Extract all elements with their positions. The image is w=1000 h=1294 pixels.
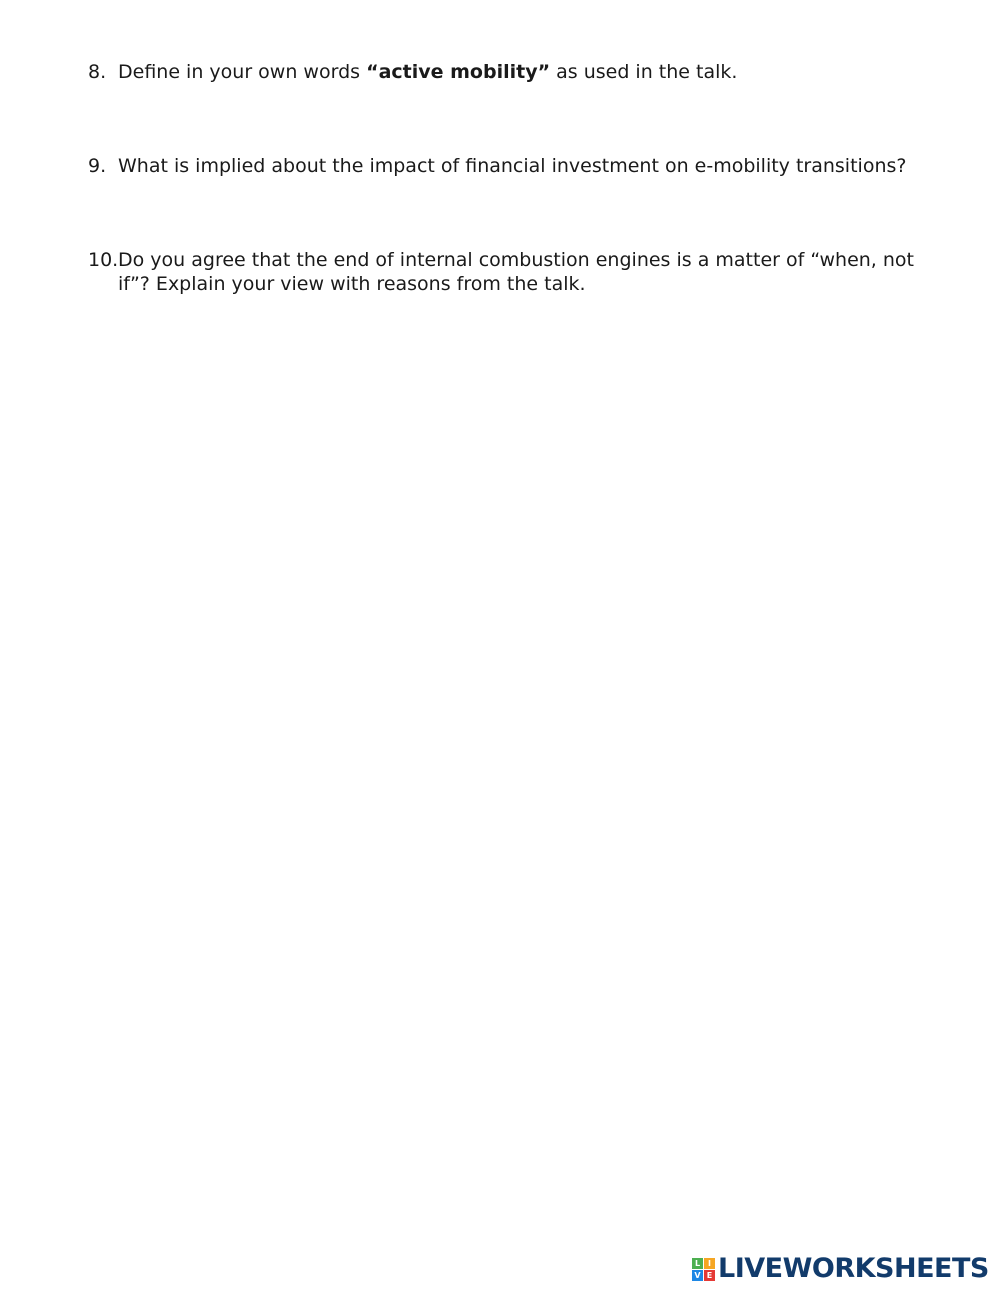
question-10 bbox=[88, 248, 918, 296]
logo-mark-letter: L bbox=[692, 1258, 703, 1269]
logo-mark-letter: I bbox=[704, 1258, 715, 1269]
question-emphasis: “active mobility” bbox=[366, 61, 551, 83]
liveworksheets-logo bbox=[692, 1255, 989, 1283]
question-number: 10. bbox=[88, 249, 119, 271]
logo-mark-letter: E bbox=[704, 1270, 715, 1281]
question-8 bbox=[88, 60, 918, 84]
logo-mark-icon bbox=[692, 1258, 715, 1281]
question-number: 9. bbox=[88, 155, 107, 177]
question-text bbox=[118, 60, 918, 84]
question-text: Do you agree that the end of internal combustion engines is a matter of “when, not if”? Explain your view with reasons from the talk. bbox=[118, 249, 915, 295]
question-text-part: Define in your own words bbox=[118, 61, 367, 83]
question-number: 8. bbox=[88, 61, 107, 83]
question-9 bbox=[88, 154, 918, 178]
question-text: What is implied about the impact of financial investment on e-mobility transitions? bbox=[118, 155, 907, 177]
logo-text: LIVEWORKSHEETS bbox=[718, 1253, 989, 1284]
logo-mark-letter: V bbox=[692, 1270, 703, 1281]
question-text-part: as used in the talk. bbox=[550, 61, 738, 83]
